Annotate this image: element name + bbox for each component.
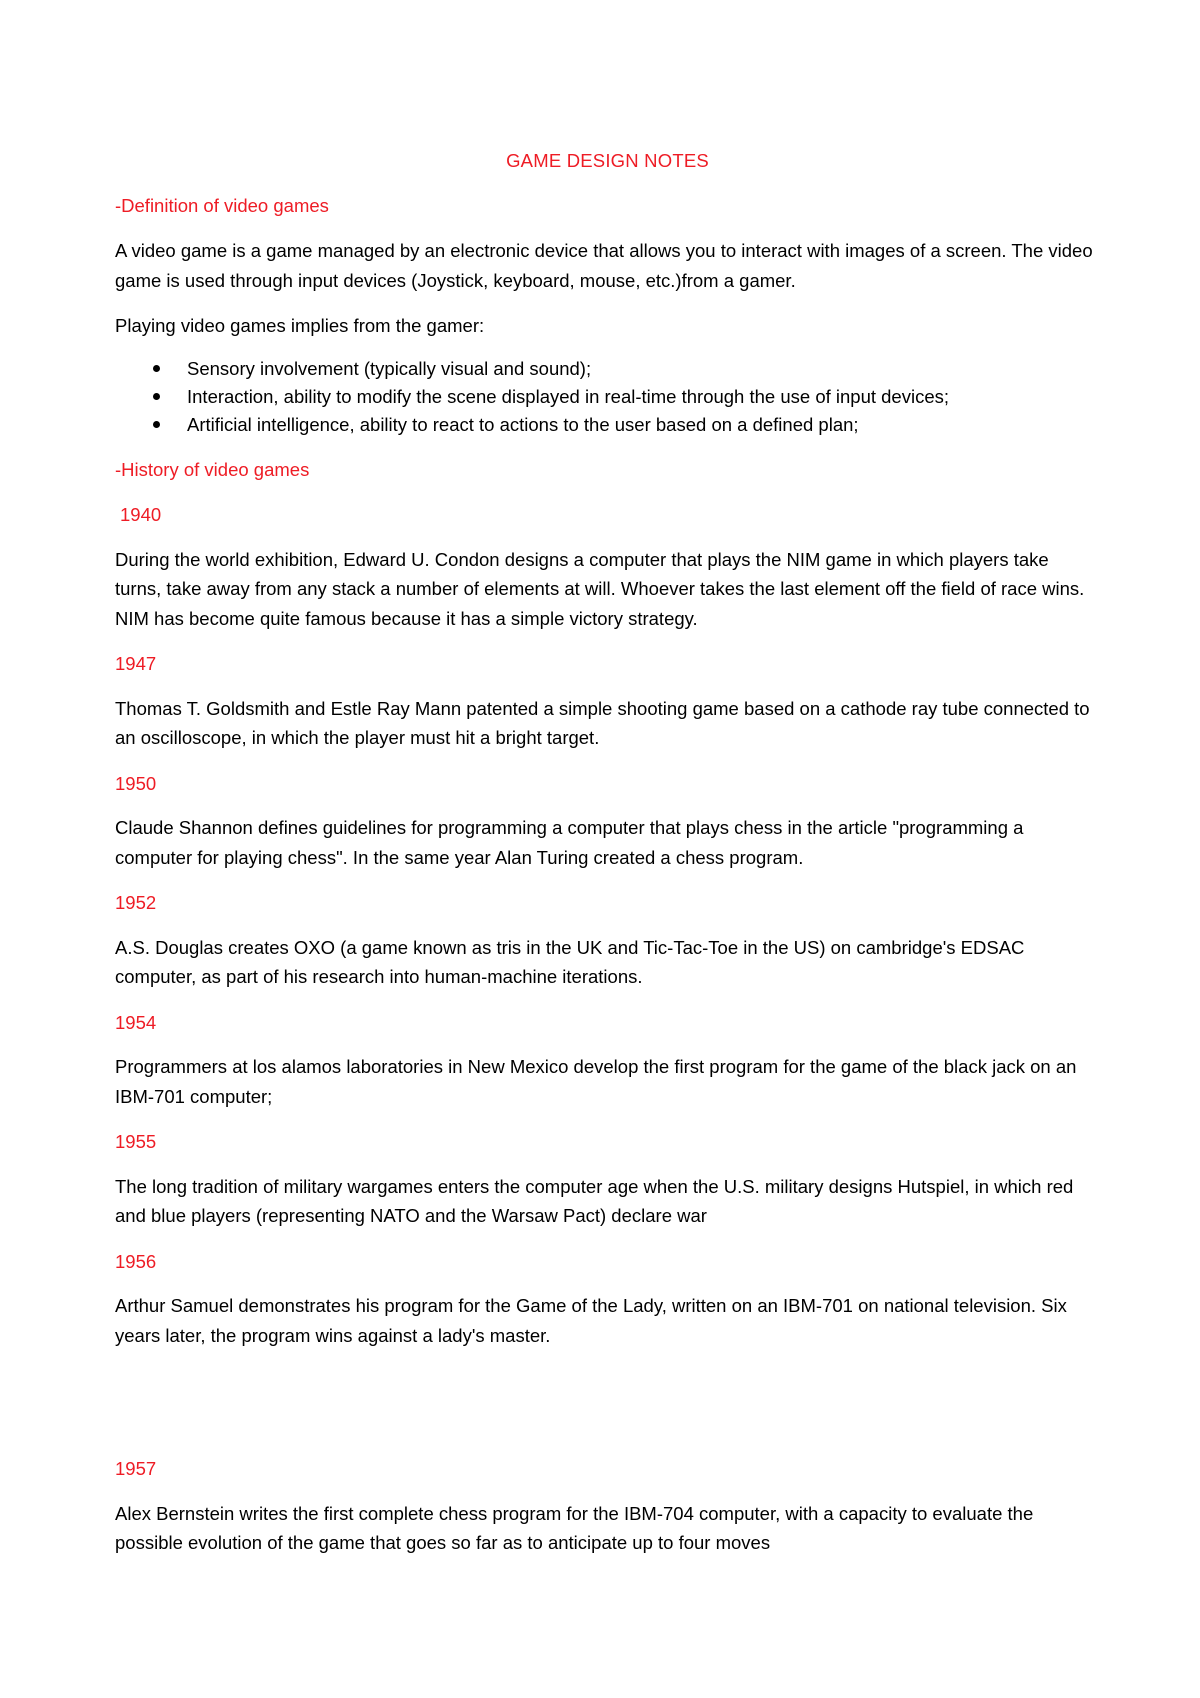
- history-entry-1957: Alex Bernstein writes the first complete chess program for the IBM-704 computer, with a capacity to evaluate the possible evolution of the game that goes so far as to anticipate up to four moves: [115, 1502, 1034, 1553]
- history-entry-1954: Programmers at los alamos laboratories in New Mexico develop the first program for the game of the black jack on an IBM-701 computer;: [115, 1056, 1077, 1107]
- implies-paragraph: Playing video games implies from the gamer:: [115, 315, 485, 336]
- list-item: [115, 383, 1100, 411]
- list-item: [115, 411, 1100, 439]
- bullet-list: [115, 355, 1100, 439]
- definition-paragraph: A video game is a game managed by an electronic device that allows you to interact with images of a screen. The video game is used through input devices (Joystick, keyboard, mouse, etc.)from a gamer.: [115, 240, 1093, 291]
- list-item-text: Interaction, ability to modify the scene displayed in real-time through the use of input devices;: [187, 385, 950, 407]
- bullet-icon: [153, 393, 160, 400]
- history-entry-1956: Arthur Samuel demonstrates his program for the Game of the Lady, written on an IBM-701 on national television. Six years later, the program wins against a lady's master.: [115, 1295, 1067, 1346]
- bullet-icon: [153, 421, 160, 428]
- year-heading-1956: 1956: [115, 1250, 157, 1272]
- bullet-icon: [153, 365, 160, 372]
- history-entry-1955: The long tradition of military wargames enters the computer age when the U.S. military designs Hutspiel, in which red and blue players (representing NATO and the Warsaw Pact) declare war: [115, 1175, 1074, 1226]
- year-heading-1954: 1954: [115, 1011, 157, 1033]
- year-heading-1952: 1952: [115, 892, 157, 913]
- history-entry-1947: Thomas T. Goldsmith and Estle Ray Mann patented a simple shooting game based on a cathode ray tube connected to an oscilloscope, in which the player must hit a bright target.: [115, 697, 1090, 748]
- year-heading-1955: 1955: [115, 1131, 157, 1152]
- document-title: GAME DESIGN NOTES: [506, 150, 709, 171]
- list-item: [115, 355, 1100, 383]
- section-heading-history: -History of video games: [115, 458, 310, 480]
- history-entry-1952: A.S. Douglas creates OXO (a game known as tris in the UK and Tic-Tac-Toe in the US) on cambridge's EDSAC computer, as part of his research into human-machine iterations.: [115, 936, 1025, 987]
- list-item-text: Sensory involvement (typically visual and sound);: [187, 357, 592, 379]
- section-heading-definition: -Definition of video games: [115, 194, 329, 216]
- year-heading-1940: 1940: [120, 504, 162, 525]
- year-heading-1947: 1947: [115, 653, 157, 674]
- year-heading-1950: 1950: [115, 772, 157, 794]
- list-item-text: Artificial intelligence, ability to react to actions to the user based on a defined plan;: [187, 413, 859, 435]
- year-heading-1957: 1957: [115, 1458, 157, 1479]
- history-entry-1950: Claude Shannon defines guidelines for programming a computer that plays chess in the article "programming a computer for playing chess". In the same year Alan Turing created a chess program.: [115, 817, 1024, 868]
- document-body: [115, 146, 1100, 1574]
- history-entry-1940: During the world exhibition, Edward U. Condon designs a computer that plays the NIM game in which players take turns, take away from any stack a number of elements at will. Whoever takes the last element off the field of race wins. NIM has become quite famous because it has a simple victory strategy.: [115, 548, 1085, 629]
- blank-space: [115, 1366, 1100, 1454]
